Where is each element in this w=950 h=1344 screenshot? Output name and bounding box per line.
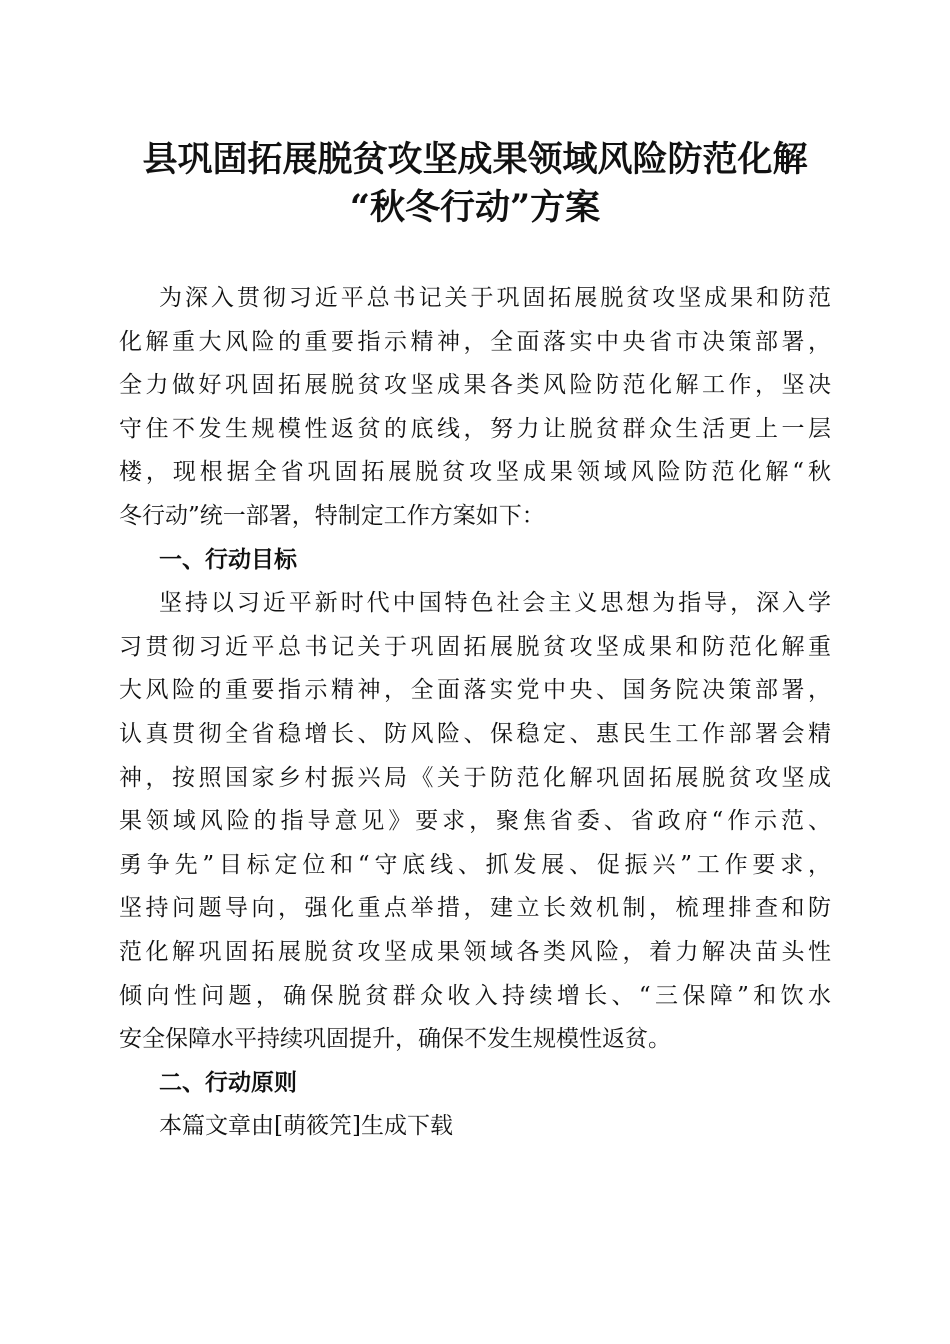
document-body [119,280,831,1152]
intro-line: 守住不发生规模性返贫的底线，努力让脱贫群众生活更上一层 [119,415,831,442]
intro-line: 为深入贯彻习近平总书记关于巩固拓展脱贫攻坚成果和防范 [159,285,831,311]
section-heading-goals: 一、行动目标 [159,546,297,573]
section1-line: 果领域风险的指导意见》要求，聚焦省委、省政府“作示范、 [119,808,831,835]
section1-line: 习贯彻习近平总书记关于巩固拓展脱贫攻坚成果和防范化解重 [119,633,831,660]
section1-line: 范化解巩固拓展脱贫攻坚成果领域各类风险，着力解决苗头性 [119,938,831,965]
section1-line: 倾向性问题，确保脱贫群众收入持续增长、“三保障”和饮水 [119,982,831,1009]
section1-line: 神，按照国家乡村振兴局《关于防范化解巩固拓展脱贫攻坚成 [119,764,831,791]
intro-line: 化解重大风险的重要指示精神，全面落实中央省市决策部署， [119,328,831,355]
intro-line: 楼，现根据全省巩固拓展脱贫攻坚成果领域风险防范化解“秋 [119,459,831,486]
footer-note: 本篇文章由[萌筱笐]生成下载 [159,1113,453,1140]
intro-line: 冬行动”统一部署，特制定工作方案如下： [119,502,545,529]
section1-line: 安全保障水平持续巩固提升，确保不发生规模性返贫。 [119,1026,671,1053]
document-title-line-2: “秋冬行动”方案 [349,187,601,228]
section1-line: 勇争先”目标定位和“守底线、抓发展、促振兴”工作要求， [119,851,831,878]
section1-line: 坚持以习近平新时代中国特色社会主义思想为指导，深入学 [159,590,831,617]
section1-line: 大风险的重要指示精神，全面落实党中央、国务院决策部署， [119,677,831,704]
intro-line: 全力做好巩固拓展脱贫攻坚成果各类风险防范化解工作，坚决 [119,372,831,399]
document-title-line-1: 县巩固拓展脱贫攻坚成果领域风险防范化解 [142,139,808,180]
section1-line: 认真贯彻全省稳增长、防风险、保稳定、惠民生工作部署会精 [119,720,831,747]
section-heading-principles: 二、行动原则 [159,1069,297,1096]
section1-line: 坚持问题导向，强化重点举措，建立长效机制，梳理排查和防 [119,895,831,922]
